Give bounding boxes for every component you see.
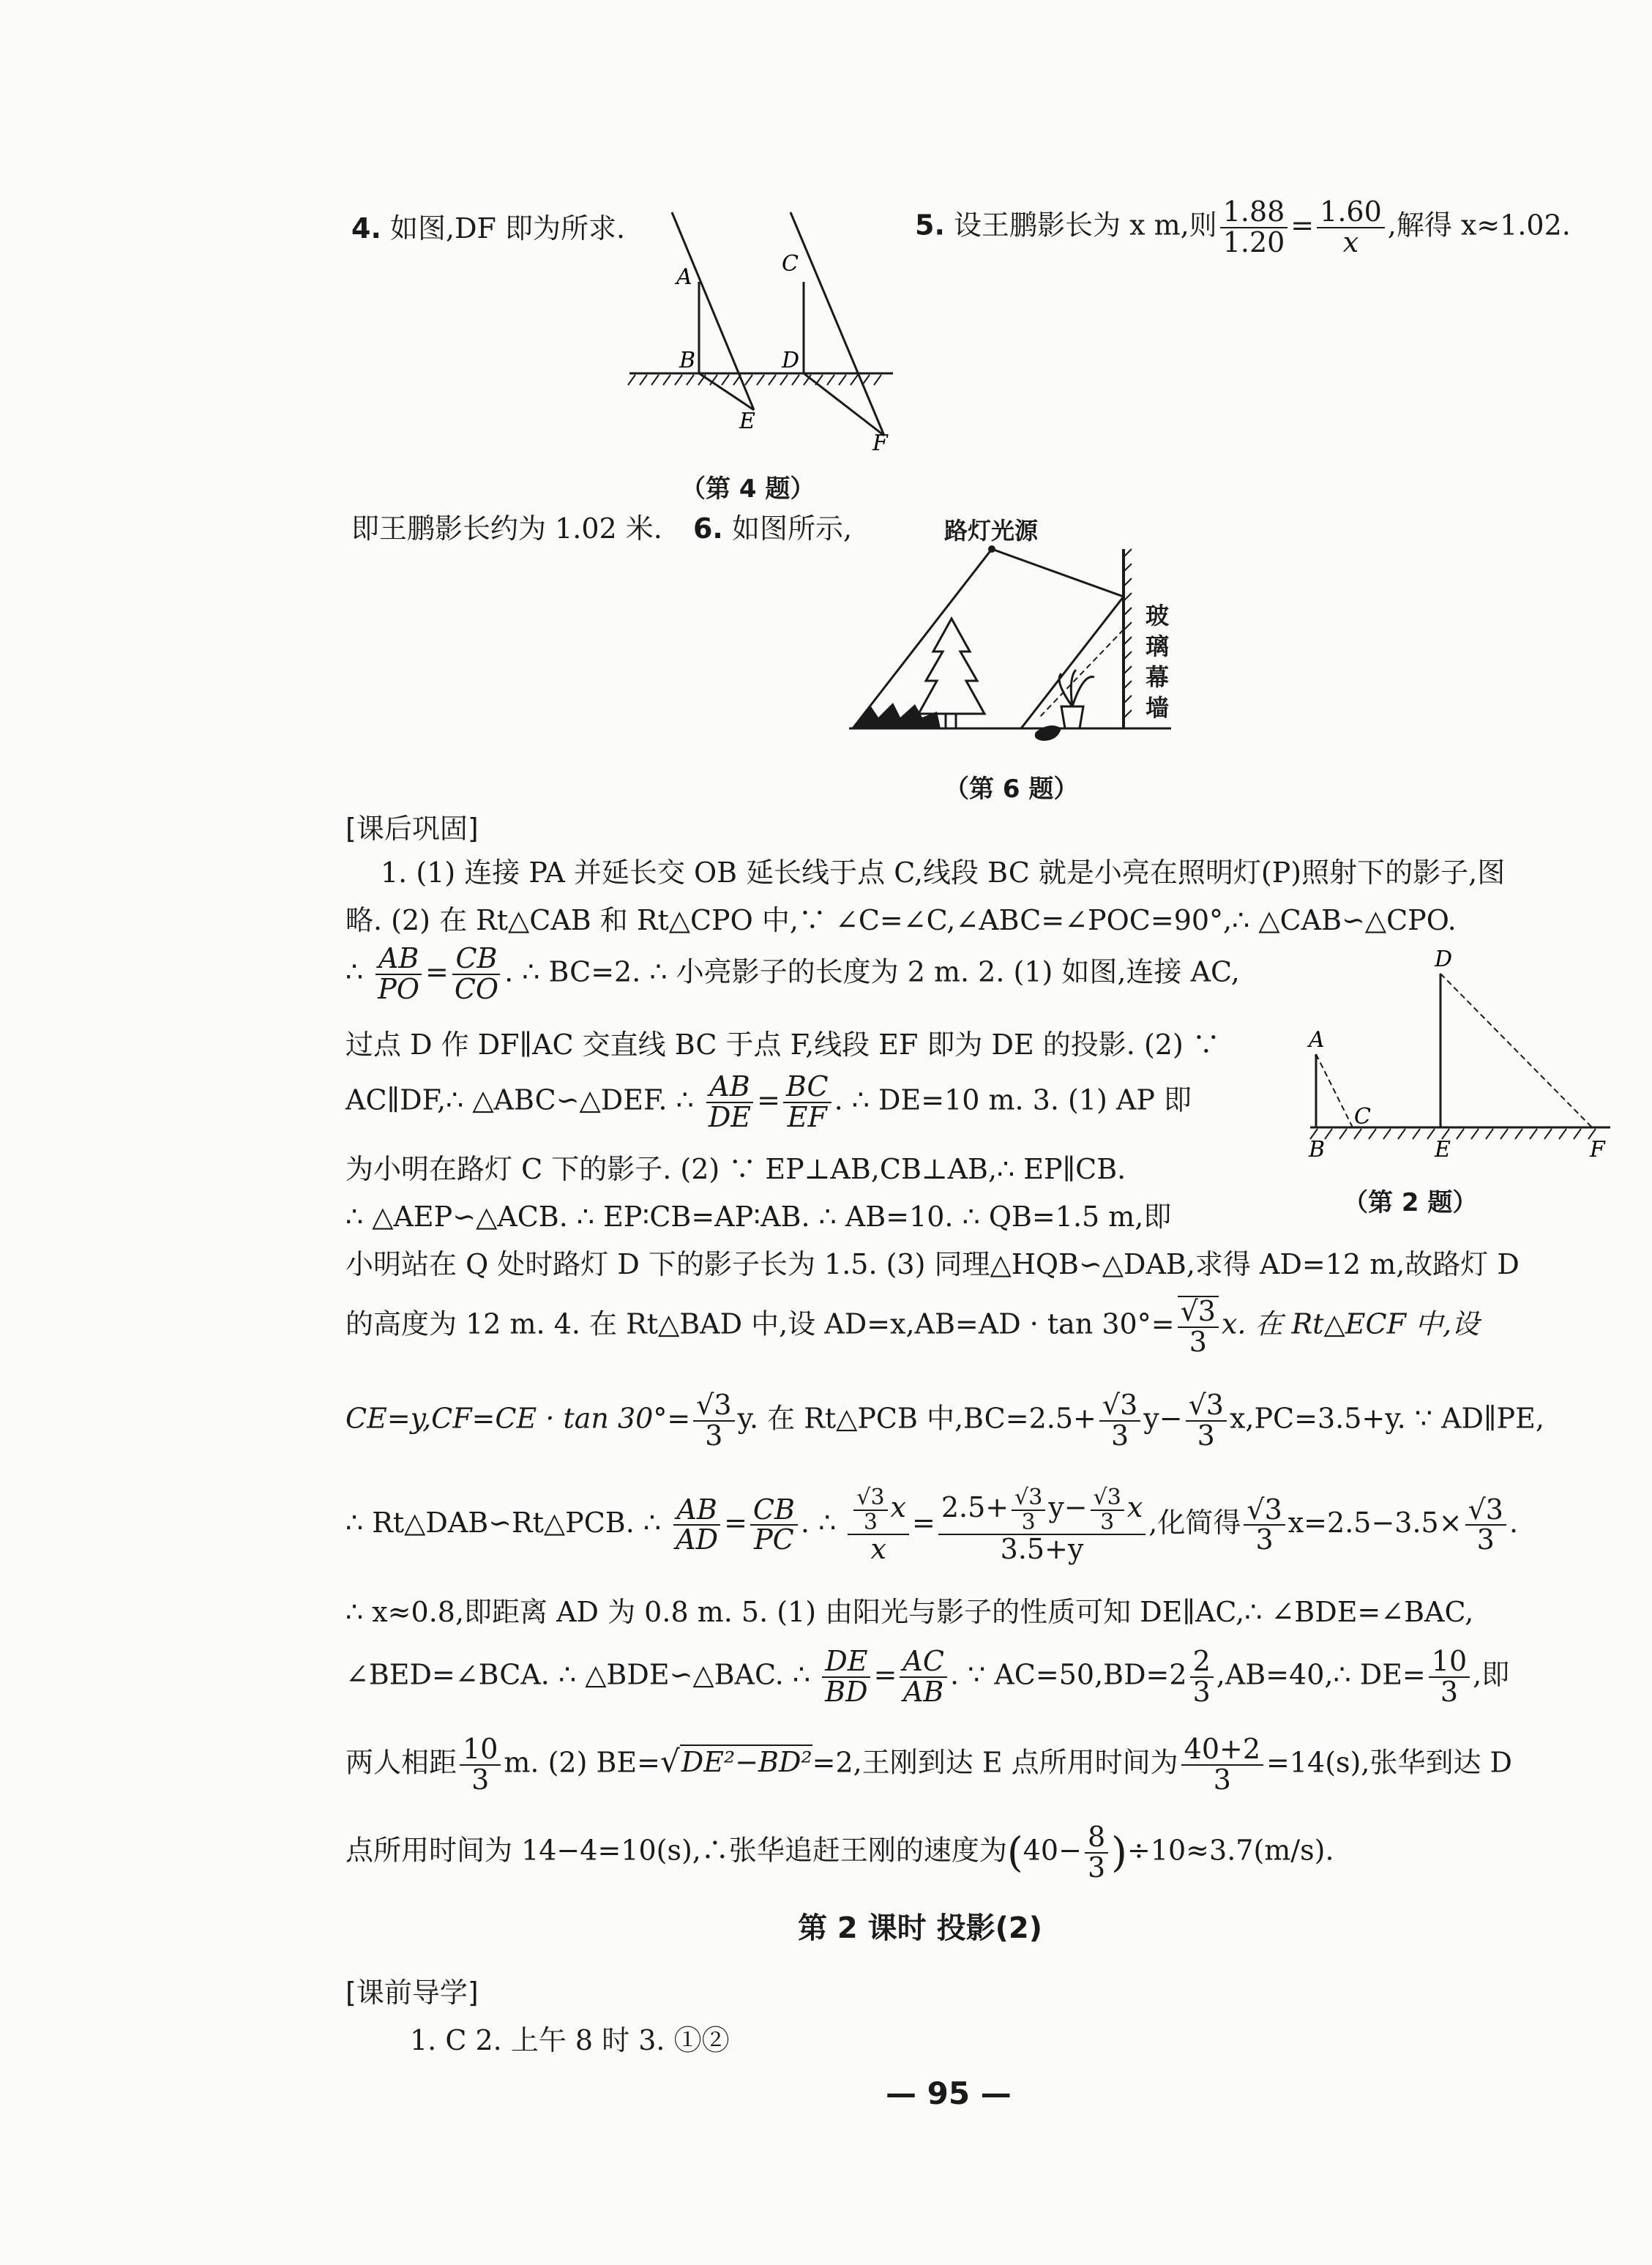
fig2-caption: （第 2 题） [1343,1188,1478,1217]
para-line-14: 两人相距 $\frac{10}{3}$ m. (2) BE=√DE²−BD²=2,王刚到达 E 点所用时间为 $\frac{40+2}{3}$ =14(s),张华到达 D [345,1733,1513,1796]
para-line-12: ∴ x≈0.8,即距离 AD 为 0.8 m. 5. (1) 由阳光与影子的性质可知 DE∥AC,∴ ∠BDE=∠BAC, [345,1596,1474,1628]
para-line-1: 1. (1) 连接 PA 并延长交 OB 延长线于点 C,线段 BC 就是小亮在照明灯(P)照射下的影子,图 [381,857,1506,889]
q4-line [351,212,625,246]
fig2-label-a: A [1309,1027,1325,1053]
para-line-15: 点所用时间为 14−4=10(s),∴张华追赶王刚的速度为(40− $\frac{8}{3}$ )÷10≈3.7(m/s). [345,1821,1334,1884]
section-title-preview: [课前导学] [345,1977,479,2009]
fig2-label-f: F [1590,1137,1605,1163]
q5-fraction-2: $\frac{1.60}{x}$ [1317,198,1385,258]
figure-4 [615,198,908,461]
preview-answers: 1. C 2. 上午 8 时 3. ①② [410,2024,730,2056]
fig2-label-d: D [1435,947,1453,972]
q5-line: 5. 设王鹏影长为 x m,则 $\frac{1.88}{1.20}$ = $\frac{1.60}{x}$ ,解得 x≈1.02. [915,195,1571,258]
figure-2 [1296,944,1618,1179]
fig2-label-b: B [1309,1137,1326,1163]
para-line-3: ∴ $\frac{AB}{PO}$ = $\frac{CB}{CO}$ . ∴ BC=2. ∴ 小亮影子的长度为 2 m. 2. (1) 如图,连接 AC, [345,942,1240,1005]
fig4-label-f: F [872,430,888,456]
q6-number: 6. [692,512,723,545]
section-title-consolidate: [课后巩固] [345,813,479,845]
q6-line [351,512,852,546]
q5-fraction-1: $\frac{1.88}{1.20}$ [1220,198,1288,258]
fig6-caption: （第 6 题） [944,775,1079,804]
q4-text: 如图,DF 即为所求. [389,212,626,245]
fig4-label-c: C [782,251,799,277]
fig4-label-e: E [739,408,755,434]
para-line-10: CE=y,CF=CE · tan 30°= $\frac{√3}{3}$ y. 在 Rt△PCB 中,BC=2.5+ $\frac{√3}{3}$ y− $\frac{√3}{3}$ x,PC=3.5+y. ∵ AD∥PE, [345,1389,1544,1452]
para-line-7: ∴ △AEP∽△ACB. ∴ EP∶CB=AP∶AB. ∴ AB=10. ∴ QB=1.5 m,即 [345,1201,1172,1233]
lesson-heading: 第 2 课时 投影(2) [798,1911,1043,1945]
fig4-caption: （第 4 题） [681,474,815,504]
fig2-label-e: E [1435,1137,1451,1163]
para-line-8: 小明站在 Q 处时路灯 D 下的影子长为 1.5. (3) 同理△HQB∽△DAB,求得 AD=12 m,故路灯 D [345,1248,1520,1280]
fig4-label-a: A [676,264,692,290]
q5-result: ,解得 x≈1.02. [1387,209,1571,242]
para-line-11: ∴ Rt△DAB∽Rt△PCB. ∴ $\frac{AB}{AD}$ = $\frac{CB}{PC}$ . ∴ $\frac{√3}{3}$ x x = 2.5+ $\frac{√3}{3}$ y− $\frac{√3}{3}$ x 3.5+y ,化简得 $\frac{√3}{3}$ x=2.5−3.5× $\frac{√3}{3}$ . [345,1485,1519,1565]
fig6-light-label: 路灯光源 [944,517,1039,545]
para-line-9: 的高度为 12 m. 4. 在 Rt△BAD 中,设 AD=x,AB=AD · tan 30°= $\frac{√3}{3}$ x. 在 Rt△ECF 中,设 [345,1295,1480,1358]
para-line-2: 略. (2) 在 Rt△CAB 和 Rt△CPO 中,∵ ∠C=∠C,∠ABC=∠POC=90°,∴ △CAB∽△CPO. [345,904,1457,936]
q6-text: 如图所示, [731,512,853,545]
para-line-13: ∠BED=∠BCA. ∴ △BDE∽△BAC. ∴ $\frac{DE}{BD}$ = $\frac{AC}{AB}$ . ∵ AC=50,BD=2 $\frac{2}{3}$ ,AB=40,∴ DE= $\frac{10}{3}$ ,即 [345,1645,1510,1708]
q5-number: 5. [915,209,945,242]
q5-conclusion: 即王鹏影长约为 1.02 米. [351,512,662,545]
q5-text: 设王鹏影长为 x m,则 [953,209,1217,242]
fig4-label-b: B [679,348,696,373]
page-number: — 95 — [886,2075,1012,2111]
q4-number: 4. [351,212,381,245]
para-line-4: 过点 D 作 DF∥AC 交直线 BC 于点 F,线段 EF 即为 DE 的投影. (2) ∵ [345,1029,1220,1061]
fig4-label-d: D [782,348,800,373]
para-line-6: 为小明在路灯 C 下的影子. (2) ∵ EP⊥AB,CB⊥AB,∴ EP∥CB. [345,1153,1126,1185]
fig2-label-c: C [1354,1104,1371,1130]
para-line-5: AC∥DF,∴ △ABC∽△DEF. ∴ $\frac{AB}{DE}$ = $\frac{BC}{EF}$ . ∴ DE=10 m. 3. (1) AP 即 [345,1070,1192,1133]
fig6-wall-label: 玻 璃 幕 墙 [1145,602,1170,722]
